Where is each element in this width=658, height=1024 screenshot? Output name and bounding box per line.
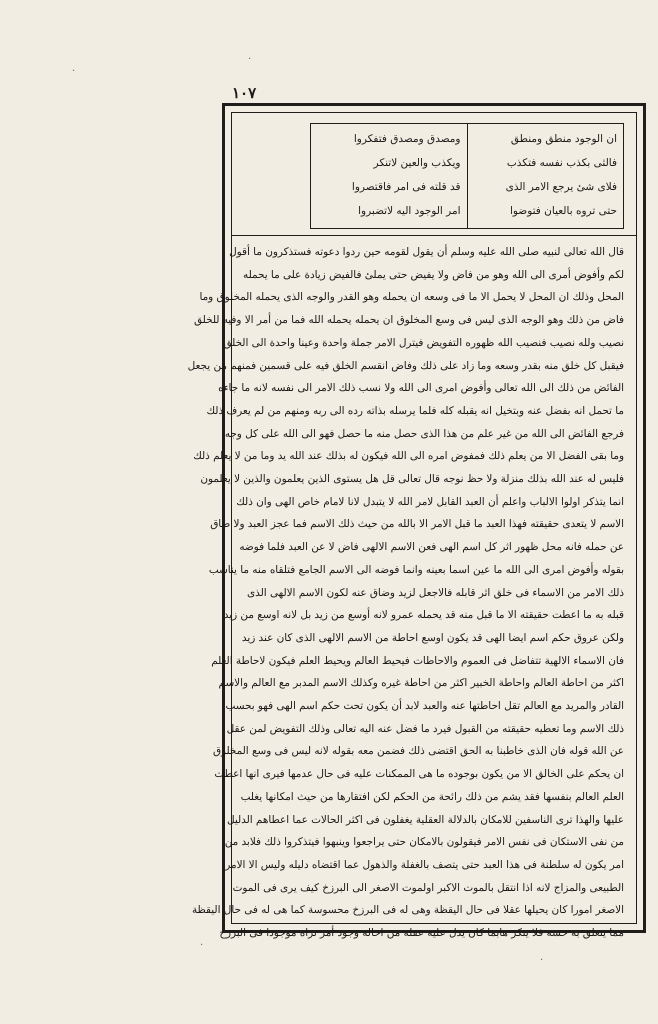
body-text <box>187 241 624 940</box>
text-line: الاسم لا يتعدى حقيقته فهذا العبد ما قبل الامر الا بالله من حيث ذلك الاسم فما عجز العبد ولا ضاق <box>210 518 624 531</box>
text-line: ان يحكم على الخالق الا من يكون بوجوده ما هى الممكنات عليه فى حال عدمها فيرى انها اعطت <box>214 768 624 781</box>
margin-mark: · <box>540 955 544 966</box>
text-line: قبله به ما اعطت حقيقته الا ما قبل منه قد يحمله عمرو لانه أوسع من زيد بل لانه اوسع من زيد <box>223 609 624 622</box>
text-line: ولكن عروق حكم اسم ايضا الهى قد يكون اوسع احاطة من الاسم الالهى الذى كان عند زيد <box>241 631 624 644</box>
text-line: ذلك الامر من الاسماء فى خلق اثر قابله فالاجعل لزيد وضاق عنه لكون الاسم الالهى الذى <box>247 586 624 599</box>
text-line: انما يتذكر اولوا الالباب واعلم أن العبد القابل لامر الله لا يتبدل لانا لامام خاص الهى وان ذلك <box>236 495 624 508</box>
text-line: لكم وأفوض أمرى الى الله وهو من فاض ولا يفيض حتى يملئ فالفيض زيادة على ما يحمله <box>243 268 624 281</box>
text-line: الطبيعى والمزاج لانه اذا انتقل بالموت الاكبر اولموت الاصغر الى البرزخ كيف يرى فى الموت <box>232 881 624 894</box>
text-line: امر يكون له سلطنة فى هذا العبد حتى يتصف بالغفلة والذهول عما اقتضاه دليله وليس الا الامر <box>225 858 624 871</box>
text-line: عن حمله فانه محل ظهور اثر كل اسم الهى فعن الاسم الالهى فاض لا عن العبد فلما فوضه <box>239 541 624 554</box>
verse-line: فلاى شئ يرجع الامر الذى <box>505 181 617 193</box>
text-line: فيقبل كل خلق منه بقدر وسعه وما زاد على ذلك وفاض انقسم الخلق فيه على قسمين فمنهم من يجعل <box>187 359 624 372</box>
section-divider <box>232 235 636 236</box>
text-line: مما يتعلق به حسه فلا ينكر هابما كان يدل عليه عقله من احالة وجود أمر تراه موجودا فى البرزخ <box>219 927 624 940</box>
verse-column-right <box>468 124 624 228</box>
text-line: بقوله وأفوض امرى الى الله ما عين اسما بعينه وانما فوضه الى الاسم الجامع فتلقاه منه ما يناسب <box>208 563 624 576</box>
text-line: العلم العالم بنفسها فقد يشم من ذلك رائحة من الحكم لكن افتقارها من حيث امكانها يغلب <box>240 790 624 803</box>
text-line: من نفى الاستكان فى نفس الامر فيقولون بالامكان حتى يراجعوا وينبهوا فيتذكروا ذلك فلابد من <box>224 836 624 849</box>
text-line: فرجع الفائض الى الله من غير علم من هذا الذى حصل منه ما حصل فهو الى الله على كل وجه <box>224 427 624 440</box>
margin-mark: · <box>200 940 204 951</box>
text-line: وما بقى الفضل الا من يعلم ذلك فمفوض امره الى الله فيكون له بذلك عند الله يد وما من لا يعلم ذلك <box>193 450 624 463</box>
verse-line: ان الوجود منطق ومنطق <box>510 133 617 145</box>
text-line: فاض من ذلك وهو الوجه الذى ليس فى وسع المخلوق ان يحمله يحمله الله فما من أمر الا وفيه للخلق <box>194 314 624 327</box>
text-line: الفائض من ذلك الى الله تعالى وأفوض امرى الى الله ولا نسب ذلك الامر الى نفسه لانه ما جاءه <box>218 382 624 395</box>
text-line: ما تحمل انه بفضل عنه وبتخيل انه يقبله كله فلما يرسله بذاته رده الى ربه ومنهم من لم يعرف ذلك <box>206 404 624 417</box>
verse-line: ويكذب والعين لاتنكر <box>373 157 461 169</box>
margin-mark: · <box>248 54 252 65</box>
text-line: القادر والمريد مع العالم تقل احاطتها عنه والعبد لابد أن يكون تحت حكم اسم الهى فهو بحسب <box>225 700 624 713</box>
verse-line: امر الوجود اليه لاتضبروا <box>358 205 461 217</box>
verse-line: قد قلته فى امر فاقتصروا <box>351 181 461 193</box>
verse-box <box>310 123 624 229</box>
text-line: نصيب ولله نصيب فنصيب الله ظهوره التفويض فيترل الامر جملة واحدة وعينا واحدة الى الخلق <box>223 336 624 349</box>
inner-frame <box>187 112 637 940</box>
text-line: فليس له عند الله بذلك منزلة ولا حظ نوجه قال تعالى قل هل يستوى الذين يعلمون والذين لا يعلمون <box>200 473 624 486</box>
text-line: اكثر من احاطة العالم واحاطة الخبير اكثر من احاطة غيره وكذلك الاسم المدبر مع العالم والاسم <box>218 677 624 690</box>
text-line: ذلك الاسم وما تعطيه حقيقته من القبول فيرد ما فضل عنه اليه تعالى وذلك التفويض لمن عقل <box>226 722 624 735</box>
text-line: قال الله تعالى لنبيه صلى الله عليه وسلم أن يقول لقومه حين ردوا دعوته فستذكرون ما أقول <box>229 246 624 258</box>
verse-line: حتى تروه بالعيان فتوضوا <box>509 205 617 217</box>
verse-line: ومصدق ومصدق فتفكروا <box>353 133 461 145</box>
text-line: عن الله قوله فان الذى خاطبنا به الحق اقتضى ذلك فضمن معه بقوله لانه ليس فى وسع المخلوق <box>213 745 624 758</box>
text-line: عليها والهذا ترى الناسفين للامكان بالدلالة العقلية يغفلون فى اكثر الحالات عما اعطاهم الدليل <box>226 813 624 826</box>
text-line: الاصغر امورا كان يحيلها عقلا فى حال اليقظة وهى له فى البرزخ محسوسة كما هى له فى حال اليقظة <box>191 904 624 917</box>
verse-column-left <box>311 124 468 228</box>
text-line: المحل وذلك ان المحل لا يحمل الا ما فى وسعه ان يحمله وهو القدر والوجه الذى يحمله المخلوق وما <box>199 291 624 304</box>
page-number: ١٠٧ <box>232 84 257 102</box>
text-line: فان الاسماء الالهية تتفاضل فى العموم والاحاطات فيحيط العالم ويحيط العلم فيكون لاحاطة العلم <box>211 654 624 667</box>
page-frame <box>187 103 646 940</box>
margin-mark: · <box>72 66 76 77</box>
verse-line: فالثى بكذب نفسه فتكذب <box>506 157 617 169</box>
